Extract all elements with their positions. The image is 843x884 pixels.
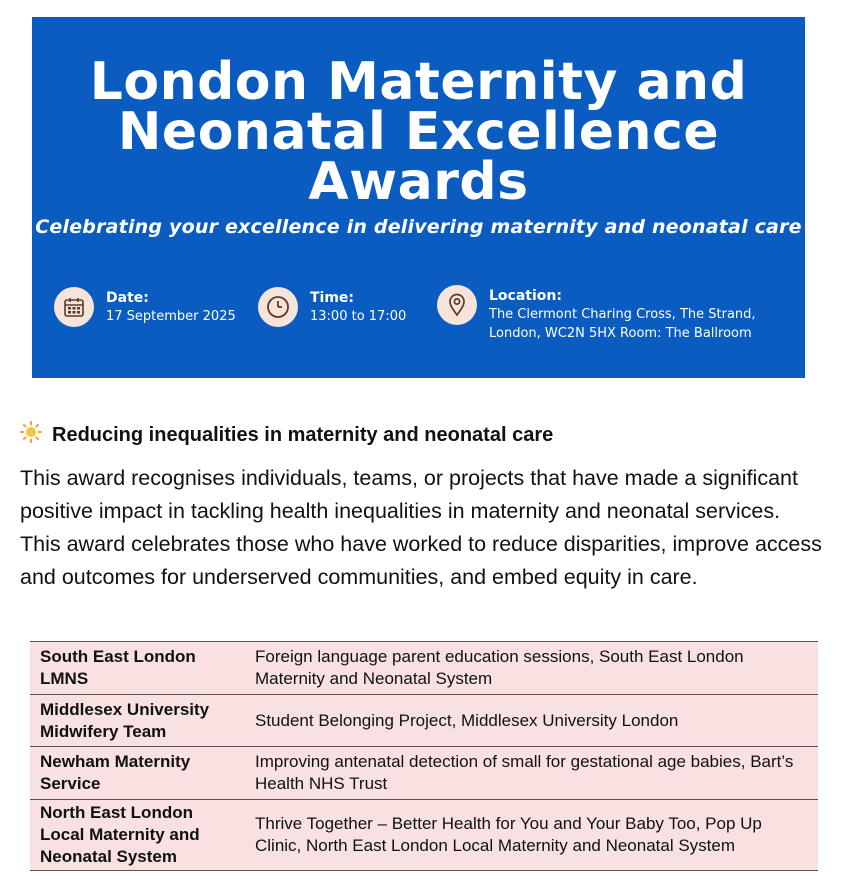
date-info xyxy=(54,287,236,327)
nominee-project: Thrive Together – Better Health for You and Your Baby Too, Pop Up Clinic, North East London Local Maternity and Neonatal System xyxy=(245,800,818,871)
nominee-organisation: Middlesex University Midwifery Team xyxy=(30,695,245,747)
nominee-organisation: North East London Local Maternity and Neonatal System xyxy=(30,800,245,871)
date-value: 17 September 2025 xyxy=(106,309,236,324)
time-value: 13:00 to 17:00 xyxy=(310,309,407,324)
clock-icon xyxy=(258,287,298,327)
location-label: Location: xyxy=(489,288,562,304)
award-heading-text: Reducing inequalities in maternity and neonatal care xyxy=(52,423,554,446)
location-info xyxy=(437,285,789,343)
nominees-table xyxy=(30,641,818,871)
nominee-organisation: South East London LMNS xyxy=(30,642,245,695)
award-description: This award recognises individuals, teams, or projects that have made a significant positive impact in tackling health inequalities in maternity and neonatal services. This award celebrates those who have worked to reduce disparities, improve access and outcomes for underserved communities, and embed equity in care. xyxy=(20,466,822,589)
table-row xyxy=(30,695,818,747)
date-label: Date: xyxy=(106,290,149,306)
location-value: The Clermont Charing Cross, The Strand, London, WC2N 5HX Room: The Ballroom xyxy=(489,307,756,341)
location-pin-icon xyxy=(437,285,477,325)
award-heading xyxy=(20,421,553,449)
nominee-project: Foreign language parent education sessions, South East London Maternity and Neonatal System xyxy=(245,642,818,695)
table-row xyxy=(30,747,818,800)
calendar-icon xyxy=(54,287,94,327)
sun-icon xyxy=(20,421,42,449)
event-banner xyxy=(32,17,805,378)
event-title: London Maternity and Neonatal Excellence Awards xyxy=(89,52,748,212)
table-row xyxy=(30,642,818,695)
event-subtitle: Celebrating your excellence in delivering maternity and neonatal care xyxy=(35,216,802,238)
nominee-project: Student Belonging Project, Middlesex University London xyxy=(245,695,818,747)
time-info xyxy=(258,287,406,327)
table-row xyxy=(30,800,818,871)
time-label: Time: xyxy=(310,290,355,306)
nominee-project: Improving antenatal detection of small for gestational age babies, Bart’s Health NHS Trust xyxy=(245,747,818,800)
nominee-organisation: Newham Maternity Service xyxy=(30,747,245,800)
